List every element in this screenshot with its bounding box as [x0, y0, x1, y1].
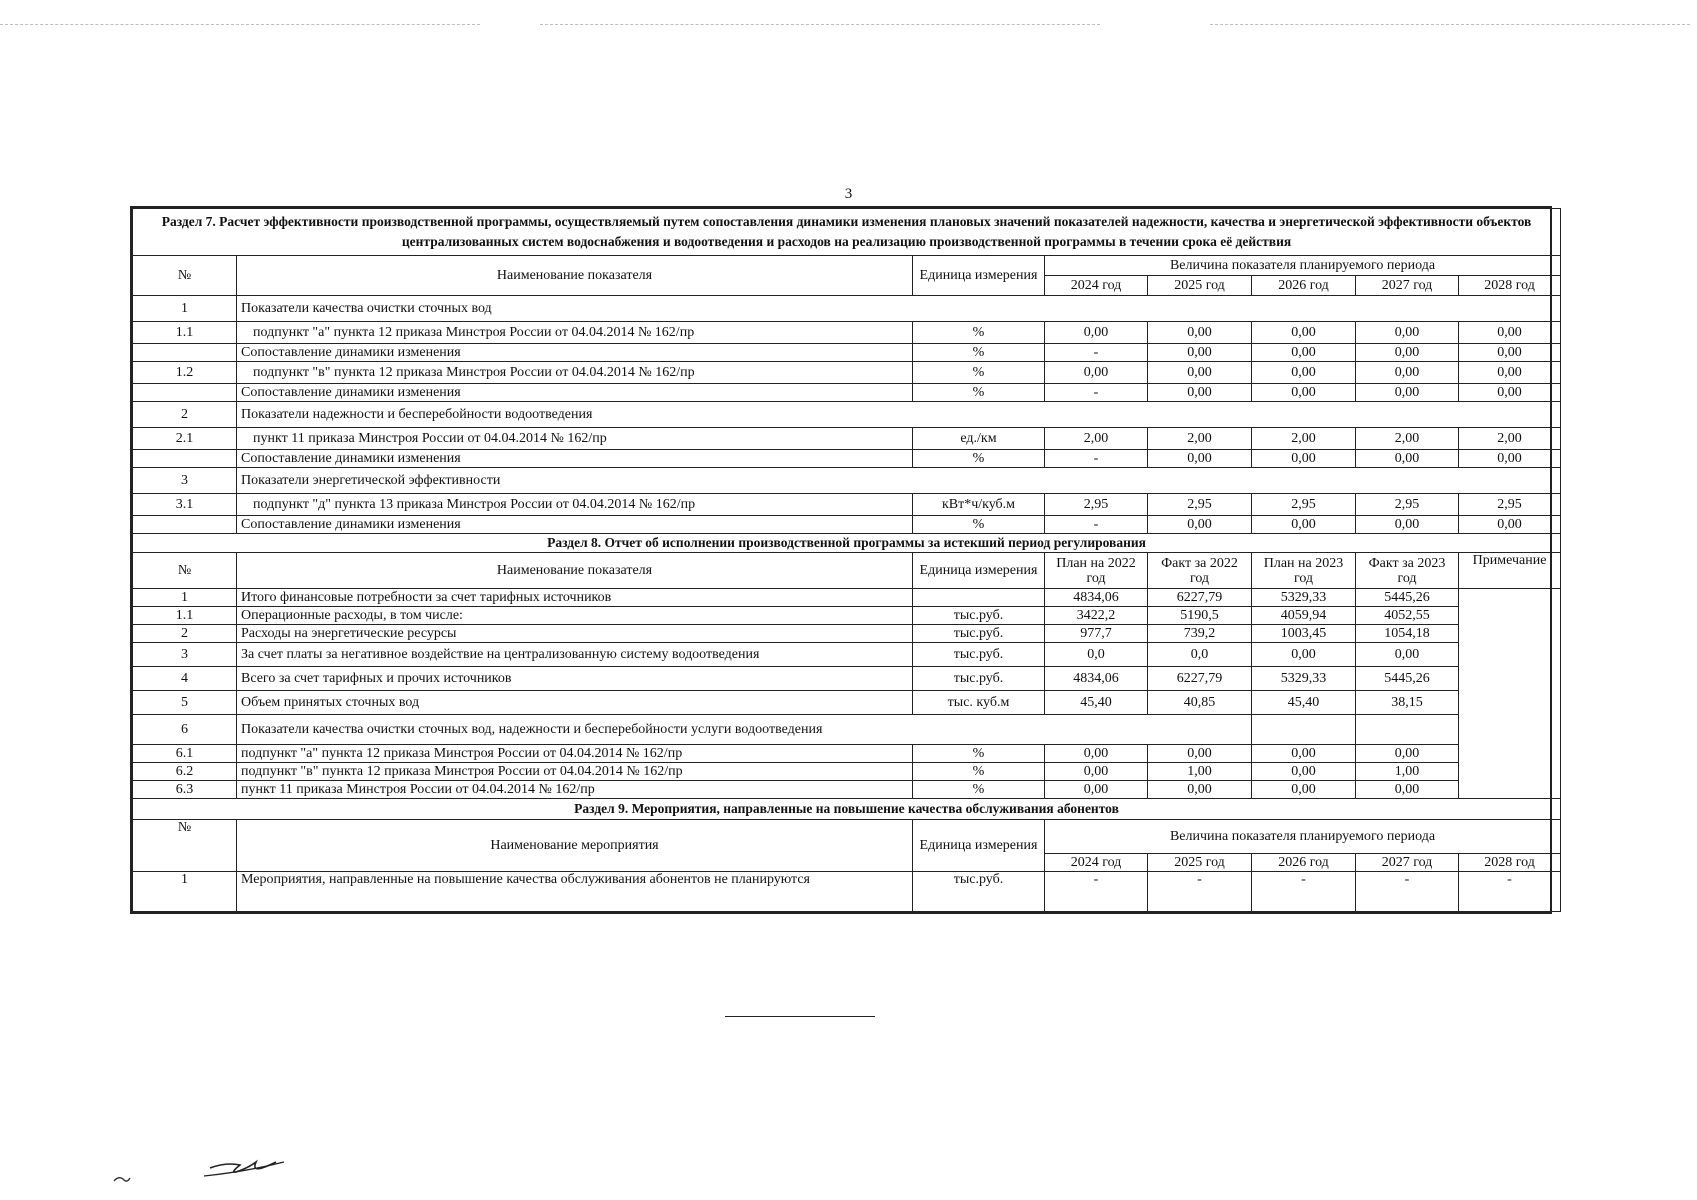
value-cell: 0,00 [1459, 344, 1561, 362]
value-cell: 2,00 [1045, 428, 1148, 450]
scan-edge-dash [1210, 24, 1690, 25]
value-cell: 0,00 [1356, 322, 1459, 344]
unit-cell: кВт*ч/куб.м [913, 494, 1045, 516]
row-label: За счет платы за негативное воздействие на централизованную систему водоотведения [237, 643, 913, 667]
value-cell: 0,00 [1252, 384, 1356, 402]
section8-title: Раздел 8. Отчет об исполнении производственной программы за истекший период регулирования [133, 534, 1561, 553]
row-number: 1 [133, 872, 237, 912]
num-header: № [133, 820, 237, 872]
unit-cell: % [913, 763, 1045, 781]
row-number: 6 [133, 715, 237, 745]
row-number [133, 384, 237, 402]
row-number: 6.3 [133, 781, 237, 799]
value-cell: 0,00 [1356, 781, 1459, 799]
section9-table [133, 799, 1561, 912]
year-header: 2027 год [1356, 276, 1459, 296]
value-cell: 1,00 [1356, 763, 1459, 781]
row-label: подпункт "в" пункта 12 приказа Минстроя России от 04.04.2014 № 162/пр [237, 362, 913, 384]
period-header: Величина показателя планируемого периода [1045, 820, 1561, 854]
signature-mark [110, 1150, 310, 1186]
table-row [133, 781, 1561, 799]
num-header: № [133, 256, 237, 296]
document-table [130, 206, 1552, 914]
value-cell: 2,95 [1148, 494, 1252, 516]
scan-edge-dash [540, 24, 1100, 25]
unit-cell: % [913, 781, 1045, 799]
row-number: 3.1 [133, 494, 237, 516]
row-label: пункт 11 приказа Минстроя России от 04.04.2014 № 162/пр [237, 428, 913, 450]
value-cell: 0,00 [1252, 322, 1356, 344]
value-cell: - [1045, 516, 1148, 534]
year-header: 2028 год [1459, 854, 1561, 872]
value-cell: 0,00 [1045, 362, 1148, 384]
value-cell: 0,00 [1356, 344, 1459, 362]
value-cell: 0,00 [1148, 384, 1252, 402]
unit-cell: тыс.руб. [913, 667, 1045, 691]
row-label: Расходы на энергетические ресурсы [237, 625, 913, 643]
table-row [133, 607, 1561, 625]
row-number: 1.1 [133, 322, 237, 344]
value-cell: 0,0 [1045, 643, 1148, 667]
table-row [133, 450, 1561, 468]
value-cell: 0,00 [1045, 322, 1148, 344]
row-label: Показатели качества очистки сточных вод [237, 296, 1561, 322]
value-cell: 0,0 [1148, 643, 1252, 667]
table-row [133, 691, 1561, 715]
section8-table [133, 534, 1561, 799]
row-label: подпункт "в" пункта 12 приказа Минстроя России от 04.04.2014 № 162/пр [237, 763, 913, 781]
value-cell: 0,00 [1252, 344, 1356, 362]
year-header: 2025 год [1148, 276, 1252, 296]
row-number [133, 516, 237, 534]
value-cell: 2,00 [1252, 428, 1356, 450]
row-number: 5 [133, 691, 237, 715]
year-header: 2026 год [1252, 854, 1356, 872]
value-cell: 40,85 [1148, 691, 1252, 715]
value-cell: 0,00 [1459, 362, 1561, 384]
value-cell: 0,00 [1459, 516, 1561, 534]
year-header: 2027 год [1356, 854, 1459, 872]
note-cell [1459, 589, 1561, 799]
period-column-header: План на 2022 год [1045, 553, 1148, 589]
value-cell: 739,2 [1148, 625, 1252, 643]
unit-cell: % [913, 745, 1045, 763]
section7-table [133, 209, 1561, 534]
year-header: 2024 год [1045, 276, 1148, 296]
row-label: Всего за счет тарифных и прочих источников [237, 667, 913, 691]
value-cell: 5190,5 [1148, 607, 1252, 625]
table-row [133, 344, 1561, 362]
period-column-header: Факт за 2022 год [1148, 553, 1252, 589]
num-header: № [133, 553, 237, 589]
value-cell: 0,00 [1148, 516, 1252, 534]
value-cell: 0,00 [1148, 344, 1252, 362]
row-number: 1 [133, 589, 237, 607]
unit-cell: тыс.руб. [913, 643, 1045, 667]
value-cell: 0,00 [1148, 745, 1252, 763]
unit-cell: % [913, 344, 1045, 362]
unit-cell: % [913, 516, 1045, 534]
year-header: 2025 год [1148, 854, 1252, 872]
row-label: подпункт "д" пункта 13 приказа Минстроя России от 04.04.2014 № 162/пр [237, 494, 913, 516]
value-cell: - [1045, 344, 1148, 362]
value-cell: 0,00 [1045, 781, 1148, 799]
value-cell: 4834,06 [1045, 589, 1148, 607]
table-row [133, 763, 1561, 781]
value-cell: 1003,45 [1252, 625, 1356, 643]
unit-cell: % [913, 450, 1045, 468]
value-cell: 1054,18 [1356, 625, 1459, 643]
row-label: пункт 11 приказа Минстроя России от 04.04.2014 № 162/пр [237, 781, 913, 799]
row-number: 3 [133, 643, 237, 667]
name-header: Наименование показателя [237, 256, 913, 296]
year-header: 2024 год [1045, 854, 1148, 872]
value-cell: 0,00 [1045, 745, 1148, 763]
value-cell: 0,00 [1356, 384, 1459, 402]
value-cell: 0,00 [1252, 516, 1356, 534]
value-cell: 4834,06 [1045, 667, 1148, 691]
unit-cell [913, 589, 1045, 607]
unit-header: Единица измерения [913, 256, 1045, 296]
value-cell: 2,00 [1356, 428, 1459, 450]
table-row [133, 402, 1561, 428]
value-cell: 0,00 [1252, 745, 1356, 763]
page-number: 3 [844, 186, 853, 202]
table-row [133, 296, 1561, 322]
value-cell: - [1148, 872, 1252, 912]
row-number: 6.2 [133, 763, 237, 781]
table-row [133, 872, 1561, 912]
value-cell: 4052,55 [1356, 607, 1459, 625]
table-row [133, 643, 1561, 667]
unit-cell: ед./км [913, 428, 1045, 450]
row-label: подпункт "а" пункта 12 приказа Минстроя России от 04.04.2014 № 162/пр [237, 745, 913, 763]
value-cell: 2,95 [1459, 494, 1561, 516]
unit-cell: тыс. куб.м [913, 691, 1045, 715]
value-cell: 0,00 [1356, 643, 1459, 667]
unit-header: Единица измерения [913, 553, 1045, 589]
unit-header: Единица измерения [913, 820, 1045, 872]
value-cell: 0,00 [1148, 362, 1252, 384]
value-cell: - [1045, 872, 1148, 912]
value-cell: 0,00 [1252, 450, 1356, 468]
table-row [133, 322, 1561, 344]
value-cell: 0,00 [1045, 763, 1148, 781]
value-cell: 0,00 [1356, 450, 1459, 468]
row-label: Мероприятия, направленные на повышение качества обслуживания абонентов не планируются [237, 872, 913, 912]
table-row [133, 715, 1561, 745]
value-cell: 0,00 [1356, 362, 1459, 384]
scan-edge-dash [0, 24, 480, 25]
row-number: 3 [133, 468, 237, 494]
unit-cell: % [913, 362, 1045, 384]
value-cell: 0,00 [1148, 322, 1252, 344]
value-cell: 0,00 [1459, 384, 1561, 402]
value-cell: 2,00 [1148, 428, 1252, 450]
period-column-header: План на 2023 год [1252, 553, 1356, 589]
value-cell: 5329,33 [1252, 589, 1356, 607]
value-cell: 6227,79 [1148, 589, 1252, 607]
row-label: Объем принятых сточных вод [237, 691, 913, 715]
row-label: Сопоставление динамики изменения [237, 450, 913, 468]
row-label: Показатели качества очистки сточных вод, надежности и бесперебойности услуги водоотведения [237, 715, 1252, 745]
value-cell: 3422,2 [1045, 607, 1148, 625]
table-row [133, 625, 1561, 643]
row-label: подпункт "а" пункта 12 приказа Минстроя России от 04.04.2014 № 162/пр [237, 322, 913, 344]
value-cell: - [1356, 872, 1459, 912]
period-header: Величина показателя планируемого периода [1045, 256, 1561, 276]
value-cell: 45,40 [1045, 691, 1148, 715]
unit-cell: % [913, 322, 1045, 344]
row-number: 6.1 [133, 745, 237, 763]
value-cell [1356, 715, 1459, 745]
value-cell: 2,95 [1356, 494, 1459, 516]
value-cell: 6227,79 [1148, 667, 1252, 691]
period-column-header: Факт за 2023 год [1356, 553, 1459, 589]
row-label: Сопоставление динамики изменения [237, 516, 913, 534]
unit-cell: тыс.руб. [913, 625, 1045, 643]
row-number: 1.2 [133, 362, 237, 384]
section7-title: Раздел 7. Расчет эффективности производственной программы, осуществляемый путем сопоставления динамики изменения плановых значений показателей надежности, качества и энергетической эффективности объектов централизованных систем водоснабжения и водоотведения и расходов на реализацию производственной программы в течении срока её действия [133, 209, 1561, 256]
table-row [133, 589, 1561, 607]
table-row [133, 745, 1561, 763]
name-header: Наименование мероприятия [237, 820, 913, 872]
row-number: 1.1 [133, 607, 237, 625]
table-row [133, 468, 1561, 494]
unit-cell: тыс.руб. [913, 607, 1045, 625]
value-cell: 5445,26 [1356, 667, 1459, 691]
value-cell: 0,00 [1252, 763, 1356, 781]
table-row [133, 667, 1561, 691]
row-number: 2.1 [133, 428, 237, 450]
value-cell: 977,7 [1045, 625, 1148, 643]
year-header: 2028 год [1459, 276, 1561, 296]
value-cell: 0,00 [1459, 450, 1561, 468]
value-cell: 5329,33 [1252, 667, 1356, 691]
value-cell: 45,40 [1252, 691, 1356, 715]
row-number: 2 [133, 625, 237, 643]
value-cell: 1,00 [1148, 763, 1252, 781]
value-cell: - [1045, 450, 1148, 468]
table-row [133, 494, 1561, 516]
table-row [133, 384, 1561, 402]
value-cell: 4059,94 [1252, 607, 1356, 625]
value-cell: - [1045, 384, 1148, 402]
row-label: Показатели надежности и бесперебойности водоотведения [237, 402, 1561, 428]
row-number [133, 450, 237, 468]
value-cell: 0,00 [1148, 450, 1252, 468]
value-cell: 2,95 [1252, 494, 1356, 516]
value-cell: - [1252, 872, 1356, 912]
footer-rule [725, 1016, 875, 1017]
value-cell: 5445,26 [1356, 589, 1459, 607]
value-cell: 0,00 [1252, 643, 1356, 667]
table-row [133, 428, 1561, 450]
table-row [133, 516, 1561, 534]
row-label: Показатели энергетической эффективности [237, 468, 1561, 494]
value-cell: 0,00 [1252, 781, 1356, 799]
name-header: Наименование показателя [237, 553, 913, 589]
value-cell: 2,00 [1459, 428, 1561, 450]
table-row [133, 362, 1561, 384]
row-number: 4 [133, 667, 237, 691]
note-header: Примечание [1459, 553, 1561, 589]
value-cell: - [1459, 872, 1561, 912]
row-label: Сопоставление динамики изменения [237, 384, 913, 402]
value-cell [1252, 715, 1356, 745]
unit-cell: % [913, 384, 1045, 402]
row-number: 2 [133, 402, 237, 428]
value-cell: 0,00 [1148, 781, 1252, 799]
value-cell: 0,00 [1459, 322, 1561, 344]
value-cell: 38,15 [1356, 691, 1459, 715]
value-cell: 2,95 [1045, 494, 1148, 516]
year-header: 2026 год [1252, 276, 1356, 296]
value-cell: 0,00 [1252, 362, 1356, 384]
row-number: 1 [133, 296, 237, 322]
value-cell: 0,00 [1356, 516, 1459, 534]
row-label: Операционные расходы, в том числе: [237, 607, 913, 625]
row-label: Сопоставление динамики изменения [237, 344, 913, 362]
row-number [133, 344, 237, 362]
section9-title: Раздел 9. Мероприятия, направленные на повышение качества обслуживания абонентов [133, 799, 1561, 820]
row-label: Итого финансовые потребности за счет тарифных источников [237, 589, 913, 607]
unit-cell: тыс.руб. [913, 872, 1045, 912]
value-cell: 0,00 [1356, 745, 1459, 763]
